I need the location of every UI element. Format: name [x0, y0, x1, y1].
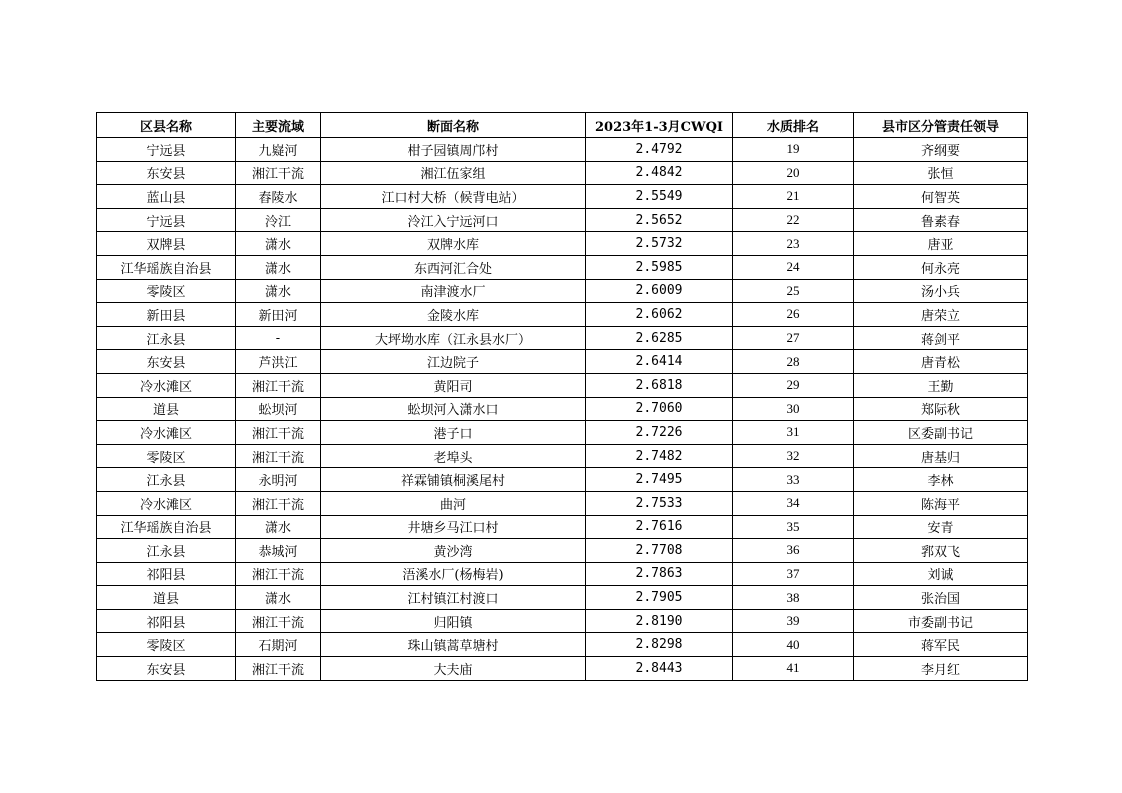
header-leader: 县市区分管责任领导 — [854, 113, 1028, 138]
cell-county: 宁远县 — [97, 138, 236, 162]
cell-rank: 30 — [733, 397, 854, 421]
table-row — [97, 161, 1028, 185]
cell-basin: 九嶷河 — [236, 138, 321, 162]
cell-basin: 泠江 — [236, 208, 321, 232]
table-row — [97, 657, 1028, 681]
cell-leader: 李林 — [854, 468, 1028, 492]
table-row — [97, 373, 1028, 397]
table-row — [97, 279, 1028, 303]
table-row — [97, 255, 1028, 279]
cell-section: 祥霖铺镇桐溪尾村 — [321, 468, 586, 492]
cell-county: 冷水滩区 — [97, 491, 236, 515]
cell-basin: 湘江干流 — [236, 421, 321, 445]
cell-county: 祁阳县 — [97, 609, 236, 633]
cell-leader: 市委副书记 — [854, 609, 1028, 633]
cell-rank: 20 — [733, 161, 854, 185]
cell-leader: 齐纲要 — [854, 138, 1028, 162]
cell-section: 湘江伍家组 — [321, 161, 586, 185]
cell-cwqi: 2.5549 — [586, 185, 733, 209]
cell-leader: 李月红 — [854, 657, 1028, 681]
table-row — [97, 609, 1028, 633]
cell-county: 江永县 — [97, 468, 236, 492]
cell-county: 零陵区 — [97, 633, 236, 657]
cell-basin: 湘江干流 — [236, 657, 321, 681]
cell-basin: 石期河 — [236, 633, 321, 657]
cell-rank: 36 — [733, 539, 854, 563]
cell-section: 珠山镇蒿草塘村 — [321, 633, 586, 657]
cell-section: 黄阳司 — [321, 373, 586, 397]
cell-basin: 潇水 — [236, 232, 321, 256]
cell-cwqi: 2.7533 — [586, 491, 733, 515]
table-row — [97, 397, 1028, 421]
cell-basin: 湘江干流 — [236, 444, 321, 468]
table-row — [97, 208, 1028, 232]
cell-basin: 湘江干流 — [236, 373, 321, 397]
table-row — [97, 185, 1028, 209]
cell-county: 江华瑶族自治县 — [97, 515, 236, 539]
cell-county: 道县 — [97, 397, 236, 421]
header-rank: 水质排名 — [733, 113, 854, 138]
cell-cwqi: 2.7226 — [586, 421, 733, 445]
cell-cwqi: 2.6062 — [586, 303, 733, 327]
cell-rank: 32 — [733, 444, 854, 468]
cell-basin: 永明河 — [236, 468, 321, 492]
cell-rank: 28 — [733, 350, 854, 374]
cell-basin: 湘江干流 — [236, 562, 321, 586]
cell-cwqi: 2.6285 — [586, 326, 733, 350]
cell-leader: 唐青松 — [854, 350, 1028, 374]
header-county: 区县名称 — [97, 113, 236, 138]
cell-cwqi: 2.7863 — [586, 562, 733, 586]
table-row — [97, 138, 1028, 162]
cell-county: 蓝山县 — [97, 185, 236, 209]
cell-section: 井塘乡马江口村 — [321, 515, 586, 539]
table-row — [97, 232, 1028, 256]
cell-county: 双牌县 — [97, 232, 236, 256]
cell-leader: 郑际秋 — [854, 397, 1028, 421]
cell-cwqi: 2.5732 — [586, 232, 733, 256]
cell-leader: 蒋军民 — [854, 633, 1028, 657]
table-row — [97, 633, 1028, 657]
cell-cwqi: 2.7616 — [586, 515, 733, 539]
cell-rank: 41 — [733, 657, 854, 681]
cell-leader: 安青 — [854, 515, 1028, 539]
table-row — [97, 350, 1028, 374]
cell-section: 金陵水库 — [321, 303, 586, 327]
table-row — [97, 444, 1028, 468]
cell-cwqi: 2.8443 — [586, 657, 733, 681]
cell-rank: 25 — [733, 279, 854, 303]
cell-county: 宁远县 — [97, 208, 236, 232]
cell-leader: 唐荣立 — [854, 303, 1028, 327]
cell-section: 双牌水库 — [321, 232, 586, 256]
table-row — [97, 421, 1028, 445]
cell-basin: 潇水 — [236, 586, 321, 610]
cell-leader: 陈海平 — [854, 491, 1028, 515]
cell-rank: 40 — [733, 633, 854, 657]
cell-leader: 唐基归 — [854, 444, 1028, 468]
cell-rank: 19 — [733, 138, 854, 162]
table-row — [97, 515, 1028, 539]
cell-county: 道县 — [97, 586, 236, 610]
cell-section: 东西河汇合处 — [321, 255, 586, 279]
table-row — [97, 326, 1028, 350]
document-page — [96, 112, 1028, 681]
table-row — [97, 586, 1028, 610]
cell-cwqi: 2.6414 — [586, 350, 733, 374]
cell-county: 东安县 — [97, 350, 236, 374]
cell-leader: 汤小兵 — [854, 279, 1028, 303]
cell-cwqi: 2.5985 — [586, 255, 733, 279]
cell-leader: 刘诚 — [854, 562, 1028, 586]
cell-section: 曲河 — [321, 491, 586, 515]
table-row — [97, 303, 1028, 327]
cell-rank: 27 — [733, 326, 854, 350]
cell-rank: 35 — [733, 515, 854, 539]
cell-basin: 湘江干流 — [236, 161, 321, 185]
cell-county: 新田县 — [97, 303, 236, 327]
cell-rank: 22 — [733, 208, 854, 232]
cell-cwqi: 2.6009 — [586, 279, 733, 303]
cell-basin: 蚣坝河 — [236, 397, 321, 421]
cell-county: 江永县 — [97, 326, 236, 350]
cell-county: 冷水滩区 — [97, 373, 236, 397]
cell-leader: 蒋剑平 — [854, 326, 1028, 350]
table-header — [97, 113, 1028, 138]
header-cwqi: 2023年1-3月CWQI — [586, 113, 733, 138]
cell-basin: 潇水 — [236, 515, 321, 539]
table-row — [97, 468, 1028, 492]
cell-rank: 34 — [733, 491, 854, 515]
cell-county: 江永县 — [97, 539, 236, 563]
cell-cwqi: 2.4842 — [586, 161, 733, 185]
table-body — [97, 138, 1028, 681]
cell-section: 江村镇江村渡口 — [321, 586, 586, 610]
cell-section: 大夫庙 — [321, 657, 586, 681]
table-row — [97, 562, 1028, 586]
cell-rank: 24 — [733, 255, 854, 279]
cell-county: 零陵区 — [97, 444, 236, 468]
cell-rank: 38 — [733, 586, 854, 610]
cell-leader: 张恒 — [854, 161, 1028, 185]
header-row — [97, 113, 1028, 138]
cell-cwqi: 2.6818 — [586, 373, 733, 397]
cell-county: 零陵区 — [97, 279, 236, 303]
cell-section: 黄沙湾 — [321, 539, 586, 563]
cell-basin: - — [236, 326, 321, 350]
cell-rank: 23 — [733, 232, 854, 256]
cell-section: 泠江入宁远河口 — [321, 208, 586, 232]
cell-basin: 新田河 — [236, 303, 321, 327]
cell-cwqi: 2.7482 — [586, 444, 733, 468]
cell-section: 柑子园镇周邝村 — [321, 138, 586, 162]
cell-leader: 唐亚 — [854, 232, 1028, 256]
cell-section: 江边院子 — [321, 350, 586, 374]
cell-rank: 39 — [733, 609, 854, 633]
table-row — [97, 491, 1028, 515]
cell-basin: 潇水 — [236, 255, 321, 279]
cell-rank: 37 — [733, 562, 854, 586]
cell-cwqi: 2.7060 — [586, 397, 733, 421]
cell-basin: 湘江干流 — [236, 609, 321, 633]
cell-rank: 21 — [733, 185, 854, 209]
cell-basin: 恭城河 — [236, 539, 321, 563]
cell-cwqi: 2.8190 — [586, 609, 733, 633]
cell-rank: 26 — [733, 303, 854, 327]
cell-county: 江华瑶族自治县 — [97, 255, 236, 279]
cell-leader: 何智英 — [854, 185, 1028, 209]
water-quality-table — [96, 112, 1028, 681]
cell-county: 东安县 — [97, 161, 236, 185]
cell-leader: 鲁素春 — [854, 208, 1028, 232]
cell-section: 南津渡水厂 — [321, 279, 586, 303]
cell-basin: 舂陵水 — [236, 185, 321, 209]
cell-section: 港子口 — [321, 421, 586, 445]
cell-leader: 何永亮 — [854, 255, 1028, 279]
cell-rank: 29 — [733, 373, 854, 397]
cell-section: 蚣坝河入潇水口 — [321, 397, 586, 421]
cell-county: 冷水滩区 — [97, 421, 236, 445]
cell-cwqi: 2.7495 — [586, 468, 733, 492]
cell-leader: 郛双飞 — [854, 539, 1028, 563]
cell-rank: 31 — [733, 421, 854, 445]
cell-cwqi: 2.7905 — [586, 586, 733, 610]
cell-county: 祁阳县 — [97, 562, 236, 586]
cell-leader: 张治国 — [854, 586, 1028, 610]
cell-section: 归阳镇 — [321, 609, 586, 633]
cell-cwqi: 2.8298 — [586, 633, 733, 657]
cell-basin: 潇水 — [236, 279, 321, 303]
cell-county: 东安县 — [97, 657, 236, 681]
header-section: 断面名称 — [321, 113, 586, 138]
cell-leader: 区委副书记 — [854, 421, 1028, 445]
cell-section: 老埠头 — [321, 444, 586, 468]
cell-cwqi: 2.4792 — [586, 138, 733, 162]
cell-section: 浯溪水厂(杨梅岩) — [321, 562, 586, 586]
cell-section: 江口村大桥（候背电站） — [321, 185, 586, 209]
cell-cwqi: 2.5652 — [586, 208, 733, 232]
cell-cwqi: 2.7708 — [586, 539, 733, 563]
cell-leader: 王勤 — [854, 373, 1028, 397]
header-basin: 主要流域 — [236, 113, 321, 138]
cell-basin: 芦洪江 — [236, 350, 321, 374]
cell-basin: 湘江干流 — [236, 491, 321, 515]
cell-section: 大坪坳水库（江永县水厂） — [321, 326, 586, 350]
cell-rank: 33 — [733, 468, 854, 492]
table-row — [97, 539, 1028, 563]
